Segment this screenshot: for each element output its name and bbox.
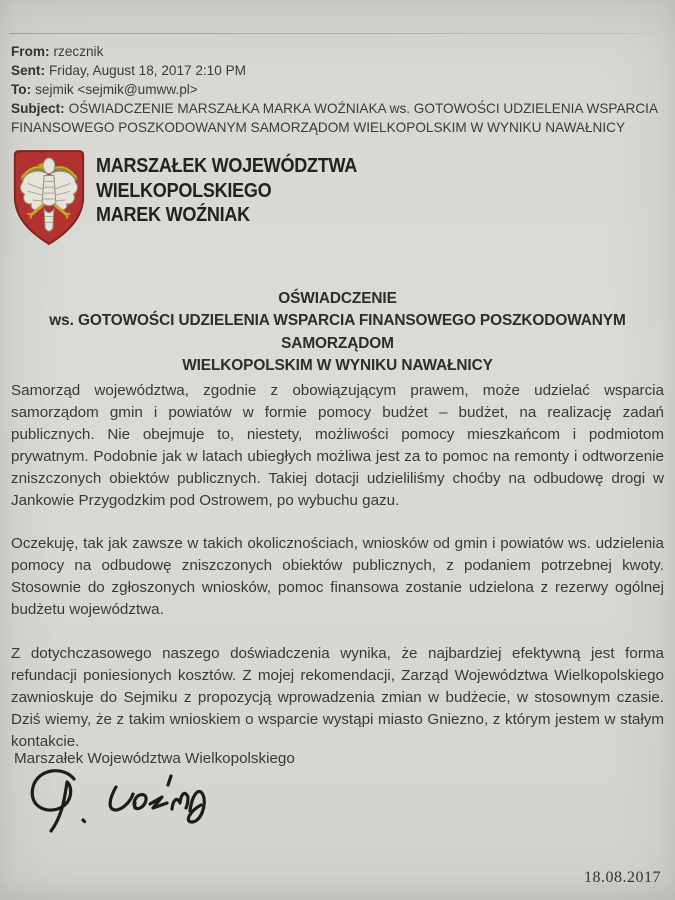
title-line-2: ws. GOTOWOŚCI UDZIELENIA WSPARCIA FINANSOWEGO POSZKODOWANYM SAMORZĄDOM [49,312,635,352]
email-from-line [11,42,661,61]
email-subject-line [11,99,661,137]
sent-label: Sent: [11,63,45,78]
subject-value: OŚWIADCZENIE MARSZAŁKA MARKA WOŹNIAKA ws. GOTOWOŚCI UDZIELENIA WSPARCIA FINANSOWEGO POSZKODOWANYM SAMORZĄDOM WIELKOPOLSKIM W WYNIKU NAWAŁNICY [11,101,658,135]
handwritten-signature [20,763,215,845]
subject-label: Subject: [11,101,65,116]
title-line-1: OŚWIADCZENIE [278,290,397,307]
from-value: rzecznik [53,44,104,59]
statement-body [11,380,664,775]
top-divider-line [9,33,661,34]
title-line-3: WIELKOPOLSKIM W WYNIKU NAWAŁNICY [182,357,493,375]
paragraph-3: Z dotychczasowego naszego doświadczenia wynika, że najbardziej efektywną jest forma refundacji poniesionych kosztów. Z mojej rekomendacji, Zarząd Województwa Wielkopolskiego zawnioskuje do Sejmiku z propozycją wprowadzenia zmian w budżecie, w stosownym czasie. Dziś wiemy, że z takim wnioskiem o wsparcie wystąpi miasto Gniezno, z którym jestem w stałym kontakcie. [11,645,664,750]
email-sent-line [11,61,661,80]
document-date: 18.08.2017 [584,869,661,886]
statement-title [0,288,675,378]
letterhead-line-2: WIELKOPOLSKIEGO [96,178,272,202]
letterhead-text [96,154,357,228]
email-header [11,42,661,137]
to-label: To: [11,82,32,97]
paragraph-2: Oczekuję, tak jak zawsze w takich okolicznościach, wniosków od gmin i powiatów ws. udzielenia pomocy na odbudowę zniszczonych obiektów publicznych, z podaniem potrzebnej kwoty. Stosownie do zgłoszonych wniosków, pomoc finansowa zostanie udzielona z rezerwy ogólnej budżetu województwa. [11,535,664,619]
signature-role-line: Marszałek Województwa Wielkopolskiego [14,750,295,767]
sent-value: Friday, August 18, 2017 2:10 PM [48,63,246,78]
wielkopolska-coat-of-arms-icon [8,148,90,248]
from-label: From: [11,44,50,59]
email-to-line [11,80,661,99]
letterhead-line-3: MAREK WOŹNIAK [96,203,250,226]
paragraph-1: Samorząd województwa, zgodnie z obowiązującym prawem, może udzielać wsparcia samorządom gmin i powiatów w formie pomocy budżet – budżet, na realizację zadań publicznych. Nie obejmuje to, niestety, możliwości pomocy mieszkańcom i podmiotom prywatnym. Podobnie jak w latach ubiegłych możliwa jest za to pomoc na remonty i odtworzenie zniszczonych obiektów publicznych. Takiej dotacji udzieliliśmy choćby na odbudowę drogi w Jankowie Przygodzkim pod Ostrowem, po wybuchu gazu. [11,382,664,509]
letterhead-line-1: MARSZAŁEK WOJEWÓDZTWA [96,154,358,177]
to-value: sejmik <sejmik@umww.pl> [35,82,198,97]
